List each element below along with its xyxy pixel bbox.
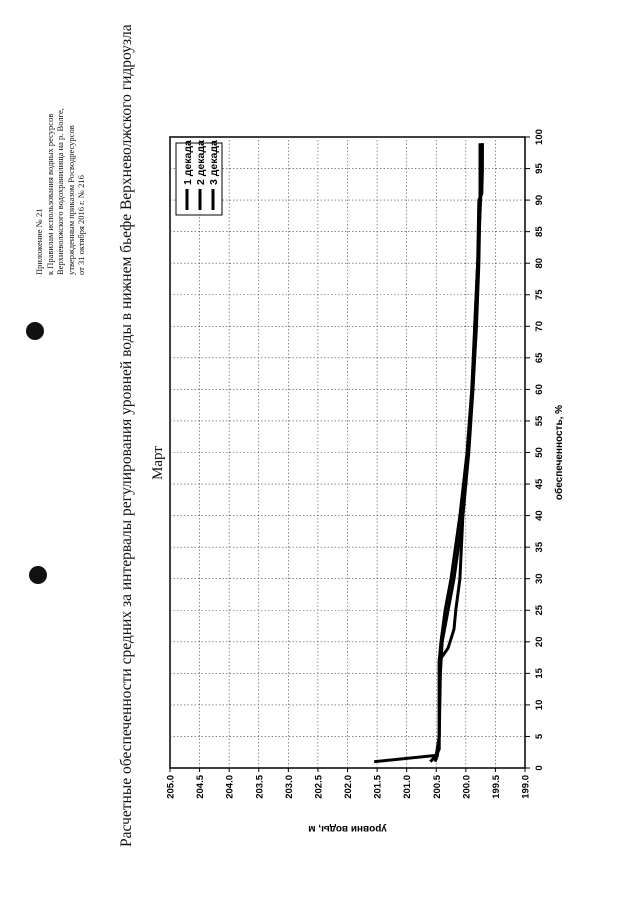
x-tick-label: 65 [534,352,545,364]
legend-label: 3 декада [208,140,220,185]
y-tick-label: 204.5 [195,775,207,799]
appendix-line: Верхневолжского водохранилища на р. Волге, [55,108,65,275]
x-tick-label: 10 [534,699,545,711]
x-tick-label: 75 [534,289,545,301]
legend-label: 1 декада [182,140,194,185]
appendix-line: от 31 октября 2016 г. № 216 [76,175,86,275]
x-tick-label: 35 [534,541,545,553]
y-tick-label: 202.0 [343,775,354,799]
x-tick-label: 40 [534,510,545,521]
legend-label: 2 декада [195,140,207,185]
x-tick-label: 80 [534,257,545,269]
x-tick-label: 20 [534,636,545,648]
x-tick-label: 85 [534,226,545,237]
x-axis-label: обеспеченность, % [554,404,565,501]
y-tick-label: 201.0 [402,775,414,799]
x-tick-label: 45 [534,478,545,490]
x-tick-label: 100 [534,129,545,145]
x-tick-label: 70 [534,321,545,332]
x-tick-label: 90 [534,194,545,206]
page-title: Расчетные обеспеченности средних за интервалы регулирования уровней воды в нижнем бьефе Верхневолжского гидроузла [118,24,135,847]
appendix-line: Приложение № 21 [34,208,44,275]
x-tick-label: 5 [534,733,545,740]
x-tick-label: 55 [534,415,545,427]
y-tick-label: 203.0 [283,775,295,799]
y-tick-label: 205.0 [165,775,177,799]
y-tick-label: 199.0 [520,775,532,799]
appendix-line: утвержденным приказом Росводресурсов [65,125,76,275]
chart-title: Март [150,446,166,480]
legend [176,140,222,215]
y-axis-label: уровни воды, м [308,823,387,834]
x-tick-label: 25 [534,604,545,616]
x-tick-label: 60 [534,384,545,395]
y-tick-label: 200.5 [431,775,443,799]
y-tick-label: 204.0 [224,775,236,799]
x-tick-label: 95 [534,163,545,174]
y-tick-label: 199.5 [490,775,502,799]
y-tick-label: 201.5 [372,775,384,799]
y-tick-label: 202.5 [313,775,325,799]
y-tick-label: 203.5 [254,775,266,799]
y-tick-label: 200.0 [461,775,473,799]
x-tick-label: 15 [534,668,545,679]
appendix-line: к Правилам использования водных ресурсов [44,113,55,275]
x-tick-label: 0 [534,765,545,771]
x-tick-label: 50 [534,447,545,458]
x-tick-label: 30 [534,573,545,584]
